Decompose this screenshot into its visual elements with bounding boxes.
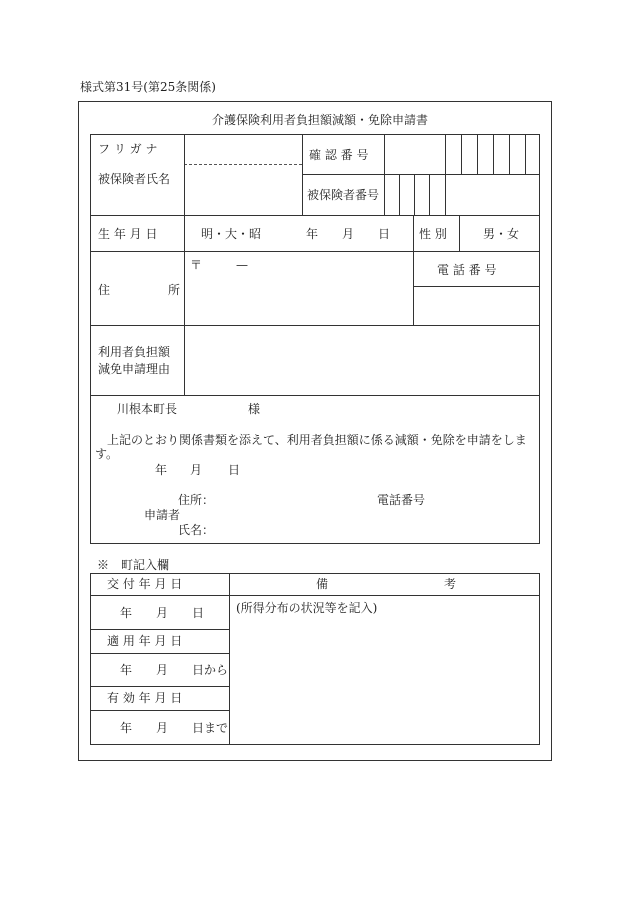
declaration-day: 日 bbox=[228, 463, 241, 477]
sex-label: 性 別 bbox=[419, 227, 447, 241]
declaration-line-1: 上記のとおり関係書類を添えて、利用者負担額に係る減額・免除を申請をしま bbox=[107, 433, 527, 447]
postal-dash: — bbox=[236, 258, 248, 272]
town-table bbox=[90, 573, 540, 745]
declaration-month: 月 bbox=[190, 463, 203, 477]
issue-date-label: 交 付 年 月 日 bbox=[107, 577, 183, 591]
address-label: 住 bbox=[98, 283, 111, 297]
postal-mark: 〒 bbox=[190, 258, 203, 272]
applicant-name-label: 氏名： bbox=[178, 523, 215, 537]
reason-label-2: 減免申請理由 bbox=[98, 362, 171, 376]
issue-date-value: 年 月 日 bbox=[120, 606, 205, 620]
applicant-label: 申請者 bbox=[144, 508, 181, 522]
applicant-address-label: 住所： bbox=[178, 493, 215, 507]
birth-date-label: 生 年 月 日 bbox=[98, 227, 158, 241]
reason-label-1: 利用者負担額 bbox=[98, 345, 171, 359]
form-title: 介護保険利用者負担額減額・免除申請書 bbox=[212, 113, 429, 127]
valid-date-label: 有 効 年 月 日 bbox=[107, 691, 183, 705]
address-label-2: 所 bbox=[168, 283, 181, 297]
insured-number-label: 被保険者番号 bbox=[307, 188, 380, 202]
town-section-heading: ※ 町記入欄 bbox=[97, 558, 170, 572]
confirm-number-label: 確 認 番 号 bbox=[309, 148, 369, 162]
phone-label: 電 話 番 号 bbox=[437, 263, 497, 277]
birth-month-unit: 月 bbox=[342, 227, 355, 241]
birth-year-unit: 年 bbox=[306, 227, 319, 241]
declaration-line-2: す。 bbox=[95, 447, 119, 461]
applicant-phone-label: 電話番号 bbox=[377, 493, 426, 507]
valid-date-value: 年 月 日まで bbox=[120, 721, 229, 735]
addressee: 川根本町長 bbox=[117, 402, 178, 416]
remarks-note: (所得分布の状況等を記入) bbox=[236, 601, 378, 615]
insured-name-label: 被保険者氏名 bbox=[98, 172, 171, 186]
apply-date-label: 適 用 年 月 日 bbox=[107, 634, 183, 648]
declaration-year: 年 bbox=[155, 463, 168, 477]
sex-options: 男・女 bbox=[483, 227, 520, 241]
era-options: 明・大・昭 bbox=[201, 227, 262, 241]
remarks-label-2: 考 bbox=[444, 577, 457, 591]
form-number: 様式第31号(第25条関係) bbox=[80, 80, 216, 94]
apply-date-value: 年 月 日から bbox=[120, 663, 229, 677]
birth-day-unit: 日 bbox=[378, 227, 391, 241]
furigana-label: フ リ ガ ナ bbox=[98, 142, 158, 156]
remarks-label: 備 bbox=[316, 577, 329, 591]
addressee-honorific: 様 bbox=[248, 402, 261, 416]
